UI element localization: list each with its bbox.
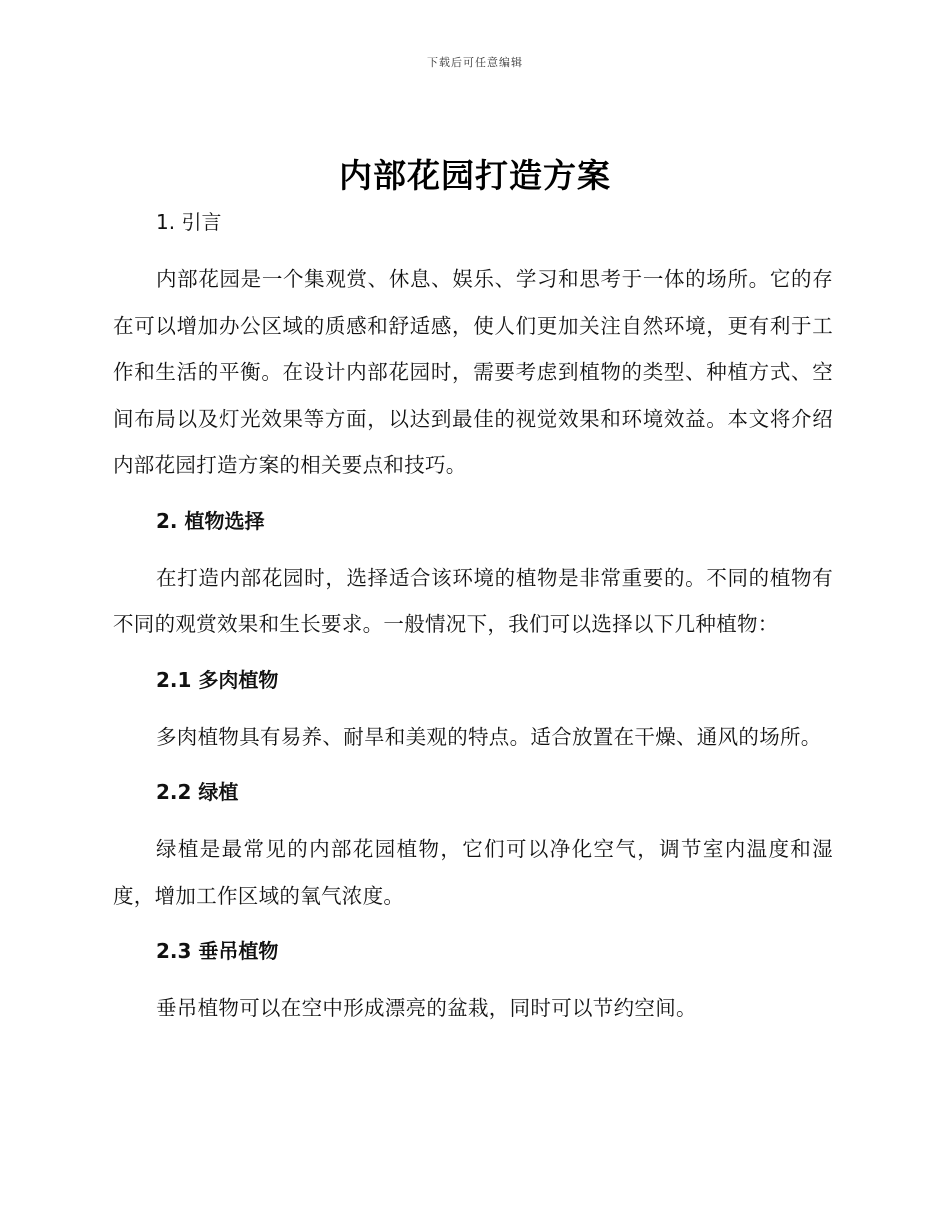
section-body-intro: 内部花园是一个集观赏、休息、娱乐、学习和思考于一体的场所。它的存在可以增加办公区域的质感和舒适感，使人们更加关注自然环境，更有利于工作和生活的平衡。在设计内部花园时，需要考虑到植物的类型、种植方式、空间布局以及灯光效果等方面，以达到最佳的视觉效果和环境效益。本文将介绍内部花园打造方案的相关要点和技巧。 [113, 267, 833, 477]
section-heading-intro: 1. 引言 [156, 210, 222, 234]
document-title: 内部花园打造方案 [339, 156, 611, 195]
header-note: 下载后可任意编辑 [427, 56, 523, 69]
section-heading-greenery: 2.2 绿植 [156, 780, 239, 804]
section-body-greenery: 绿植是最常见的内部花园植物，它们可以净化空气，调节室内温度和湿度，增加工作区域的氧气浓度。 [113, 837, 833, 908]
section-heading-succulents: 2.1 多肉植物 [156, 667, 279, 692]
section-body-hanging: 垂吊植物可以在空中形成漂亮的盆栽，同时可以节约空间。 [156, 996, 697, 1020]
section-heading-plants: 2. 植物选择 [156, 508, 265, 533]
section-heading-hanging: 2.3 垂吊植物 [156, 939, 279, 963]
section-body-plants: 在打造内部花园时，选择适合该环境的植物是非常重要的。不同的植物有不同的观赏效果和生长要求。一般情况下，我们可以选择以下几种植物： [113, 565, 833, 636]
section-body-succulents: 多肉植物具有易养、耐旱和美观的特点。适合放置在干燥、通风的场所。 [156, 724, 822, 749]
document-body [113, 200, 833, 1032]
